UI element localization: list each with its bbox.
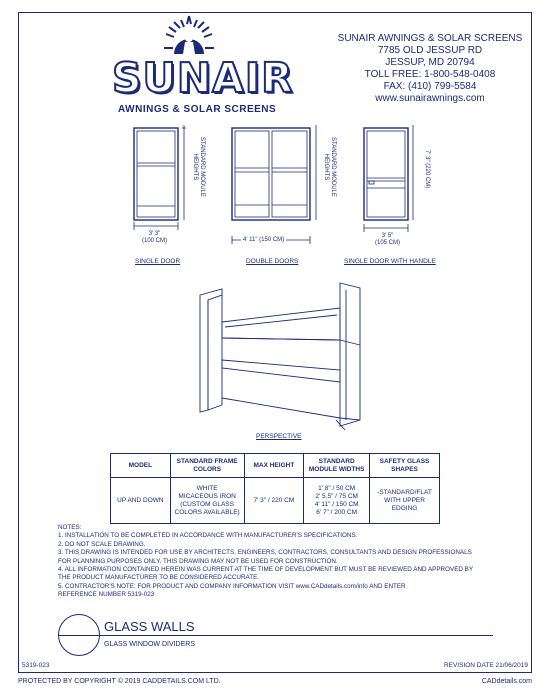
- single-door-handle-drawing: [364, 125, 413, 232]
- handle-door-width: [375, 233, 400, 247]
- note-line: REFERENCE NUMBER 5319-023: [58, 591, 155, 599]
- caddetails-link[interactable]: CADdetails.com: [481, 678, 532, 685]
- logo-tagline: AWNINGS & SOLAR SCREENS: [118, 104, 277, 115]
- double-doors-height-line1: STANDARD MODULE: [330, 137, 336, 197]
- spec-table-header-row: [111, 454, 440, 478]
- note-line: 1. INSTALLATION TO BE COMPLETED IN ACCORDANCE WITH MANUFACTURER'S SPECIFICATIONS.: [58, 532, 358, 540]
- note-line: 2. DO NOT SCALE DRAWING.: [58, 540, 146, 548]
- note-line: 4. ALL INFORMATION CONTAINED HEREIN WAS CURRENT AT THE TIME OF DEVELOPMENT BUT MUST BE REVIEWED AND APPROVED BY: [58, 566, 474, 574]
- handle-door-height: 7' 3" (220 CM): [424, 150, 430, 189]
- company-name: SUNAIR AWNINGS & SOLAR SCREENS: [337, 33, 523, 44]
- reference-number: 5319-023: [22, 662, 50, 669]
- double-doors-caption: DOUBLE DOORS: [246, 258, 299, 265]
- perspective-drawing: [200, 283, 360, 430]
- double-doors-drawing: [232, 125, 316, 244]
- spec-header-widths: STANDARD MODULE WIDTHS: [304, 454, 370, 478]
- handle-door-width-imperial: 3' 5": [381, 233, 394, 239]
- double-doors-height-line2: HEIGHTS: [323, 153, 329, 181]
- single-door-width-imperial: 3' 3": [148, 231, 161, 237]
- company-website[interactable]: www.sunairawnings.com: [375, 93, 485, 104]
- spec-cell-shapes: -STANDARD/FLAT WITH UPPER EDGING: [370, 478, 440, 524]
- single-door-width-metric: (100 CM): [142, 238, 168, 244]
- table-row: [111, 478, 440, 524]
- note-line: THE PRODUCT MANUFACTURER TO BE CONSIDERED ACCURATE.: [58, 574, 260, 582]
- copyright-notice: PROTECTED BY COPYRIGHT © 2019 CADDETAILS.COM LTD.: [18, 678, 221, 685]
- spec-header-shapes: SAFETY GLASS SHAPES: [370, 454, 440, 478]
- spec-cell-widths: 1' 8" / 50 CM 2' 5.5" / 75 CM 4' 11" / 150 CM 6' 7" / 200 CM: [304, 478, 370, 524]
- spec-cell-colors: WHITE MICACEOUS IRON (CUSTOM GLASS COLORS AVAILABLE): [170, 478, 244, 524]
- single-door-height-line1: STANDARD MODULE: [199, 137, 205, 197]
- company-address-2: JESSUP, MD 20794: [385, 57, 475, 68]
- logo-wordmark: SUNAIR: [112, 54, 294, 102]
- perspective-caption: PERSPECTIVE: [256, 433, 302, 440]
- spec-table: [110, 453, 440, 524]
- note-line: FOR PLANNING PURPOSES ONLY. THIS DRAWING MAY NOT BE USED FOR CONSTRUCTION.: [58, 557, 338, 565]
- company-fax: FAX: (410) 799-5584: [383, 81, 477, 92]
- spec-cell-max-height: 7' 3" / 220 CM: [244, 478, 304, 524]
- revision-date: REVISION DATE 21/06/2019: [443, 662, 528, 669]
- spec-header-model: MODEL: [111, 454, 171, 478]
- single-door-height-label: [191, 137, 205, 197]
- drawing-title: GLASS WALLS: [104, 619, 195, 634]
- single-door-height-line2: HEIGHTS: [192, 153, 198, 181]
- company-tollfree: TOLL FREE: 1-800-548-0408: [364, 69, 496, 80]
- note-line: 5. CONTRACTOR'S NOTE: FOR PRODUCT AND COMPANY INFORMATION VISIT www.CADdetails.com/info AND ENTER: [58, 582, 406, 590]
- title-rule: [58, 635, 493, 636]
- spec-cell-model: UP AND DOWN: [111, 478, 171, 524]
- notes-section: [58, 524, 478, 600]
- handle-door-caption: SINGLE DOOR WITH HANDLE: [344, 258, 436, 265]
- notes-heading: NOTES:: [58, 524, 82, 531]
- drawing-subtitle: GLASS WINDOW DIVIDERS: [104, 641, 196, 648]
- single-door-caption: SINGLE DOOR: [135, 258, 181, 265]
- company-address-1: 7785 OLD JESSUP RD: [377, 45, 483, 56]
- handle-door-width-metric: (105 CM): [375, 240, 401, 246]
- single-door-width: [142, 231, 167, 245]
- single-door-drawing: [134, 125, 186, 230]
- note-line: 3. THIS DRAWING IS INTENDED FOR USE BY ARCHITECTS, ENGINEERS, CONTRACTORS, CONSULTANTS AND DESIGN PROFESSIONALS: [58, 549, 472, 557]
- spec-header-colors: STANDARD FRAME COLORS: [170, 454, 244, 478]
- double-doors-height-label: [322, 137, 336, 197]
- spec-header-max-height: MAX HEIGHT: [244, 454, 304, 478]
- double-doors-width: 4' 11" (150 CM): [243, 237, 285, 243]
